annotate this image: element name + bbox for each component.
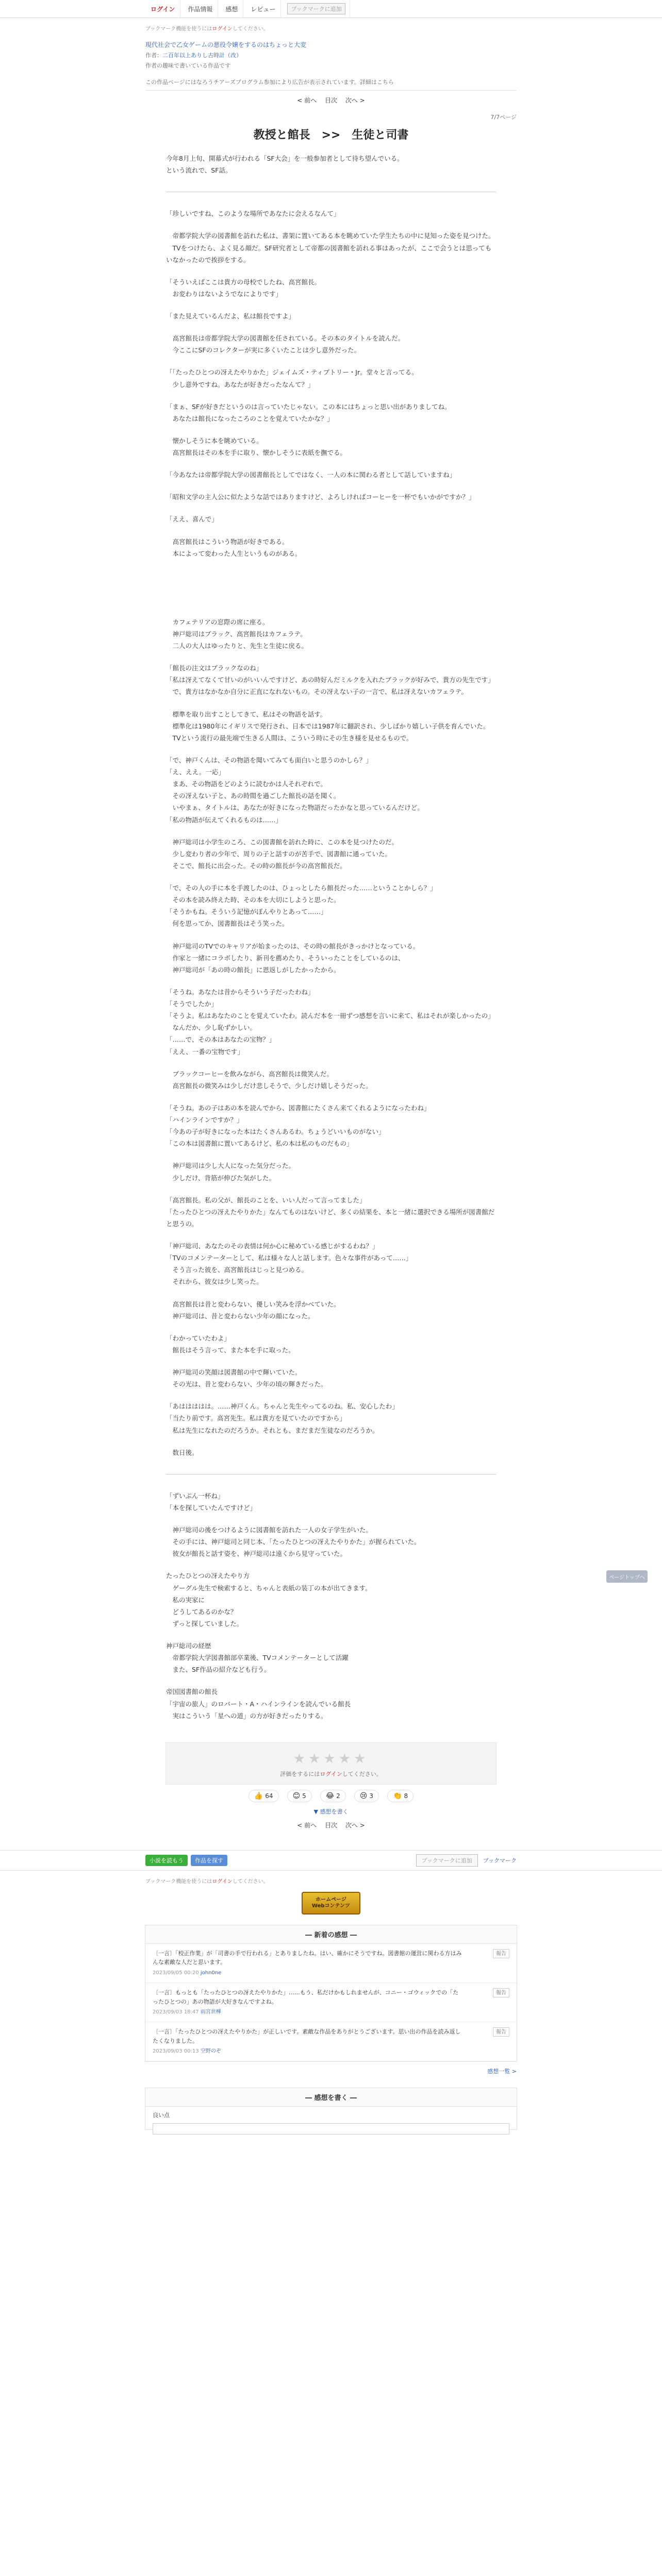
next-link[interactable]: 次へ > [345,97,365,104]
rating-stars[interactable]: ★★★★★ [293,1751,369,1767]
reaction-emoji-icon: 😢 [359,1791,368,1800]
reaction-emoji-icon: 😊 [292,1791,301,1800]
review-date: 2023/09/03 00:13 [153,2048,199,2055]
episode-title: 教授と館長 >> 生徒と司書 [253,129,409,142]
login-link[interactable]: ログイン [145,0,180,18]
body-paragraph: 「で、その人の手に本を手渡したのは、ひょっとしたら館長だった……ということかしら？」 その本を読み終えた時、その本を大切にしようと思った。 「そうかもね。そういう記憶がぼんやりとあって……」 何を思ってか、図書館長はそう笑った。 [166,884,437,928]
review-heading: ― 新着の感想 ― [145,1925,517,1944]
review-meta [153,2008,462,2016]
next-link-bottom[interactable]: 次へ > [345,1821,365,1829]
footer-chip-search[interactable]: 作品を探す [191,1855,227,1866]
review-user-link[interactable]: john0ne [200,1970,222,1976]
write-review-section [145,2088,517,2130]
rating-note-pre: 評価をするには [280,1770,320,1777]
author-line [145,51,517,59]
footer-inner [145,1854,517,1867]
notice-login-link[interactable]: ログイン [212,26,233,32]
body-paragraph: 「館長の注文はブラックなのね」 「私は冴えてなくて甘いのがいいんですけど、あの時好んだミルクを入れたブラックが好みで、貴方の先生です」 で、貴方はなかなか自分に正直になれないもの。その冴えない子の一言で、私は冴えないカフェラテ。 [166,664,494,696]
bookmark-add-label: ブックマークに追加 [287,3,345,14]
write-review-heading: ― 感想を書く ― [145,2088,517,2107]
bookmark-notice [145,24,517,32]
top-nav [0,0,662,18]
body-paragraph: 「昭和文学の主人公に似たような話ではありますけど、よろしければコーヒーを一杯でもいかがですか？」 [166,493,475,501]
body-paragraph: 「今あなたは帝都学院大学の図書館長としてではなく、一人の本に関わる者として話していますね」 [166,471,456,479]
review-item [145,2022,517,2061]
body-paragraph: 高宮館長はこういう物語が好きである。 本によって変わった人生というものがある。 [172,537,302,557]
body-paragraph: 神戸総司は少し大人になった気分だった。 少しだけ、背筋が伸びた気がした。 [172,1162,295,1182]
body-paragraph: 「神戸総司、あなたのその表情は何か心に秘めている感じがするわね？」 「TVのコメンテーターとして、私は様々な人と話します。色々な事件があって……」 そう言った彼を、高宮館長はじっと見つめる。 それから、彼女は少し笑った。 [166,1242,412,1286]
body-paragraph: 「まぁ、SFが好きだというのは言っていたじゃない。この本にはちょっと思い出がありましてね。 あなたは館長になったころのことを覚えていたかな？」 [166,402,451,422]
write-impression-link[interactable]: ▼ 感想を書く [313,1808,349,1815]
work-title-link[interactable] [145,40,517,49]
body-paragraph: 神戸総司の後をつけるように図書館を訪れた一人の女子学生がいた。 その手には、神戸総司と同じ本、「たったひとつの冴えたやりかた」が握られていた。 彼女が館長と話す姿を、神戸総司は遠くから見守っていた。 [172,1526,421,1558]
notice2-text: ブックマーク機能を使うには [145,1878,212,1885]
lower-container [145,1877,517,1914]
body-paragraph: 帝国図書館の館長 「宇宙の旅人」のロバート・A・ハインラインを読んでいる館長 実はこういう「星への道」の方が好きだったりする。 [166,1688,351,1720]
notice-text: ブックマーク機能を使うには [145,26,212,32]
body-paragraph: 今年8月上旬、開幕式が行われる「SF大会」を一般参加者として待ち望んでいる。 という流れで、SF話。 [166,155,404,175]
review-user-link[interactable]: 空野のぞ [200,2048,221,2055]
review-meta [153,1969,462,1977]
rating-login-link[interactable]: ログイン [320,1770,342,1777]
ad-notice: この作品ページにはなろうチアーズプログラム参加により広告が表示されています。詳細はこちら [145,78,517,91]
body-paragraph: 「ええ、喜んで」 [166,515,218,523]
review-body [153,1988,462,2016]
review-more-link[interactable]: 感想一覧 > [487,2068,517,2075]
toc-link-bottom[interactable]: 目次 [324,1821,337,1829]
afterword-divider [166,1474,496,1475]
review-date: 2023/09/03 18:47 [153,2009,199,2015]
review-report-button[interactable]: 報告 [493,1949,509,1958]
reaction-count: 5 [302,1792,306,1800]
reaction-button[interactable] [287,1790,312,1802]
works-link[interactable]: 作品情報 [183,0,218,18]
body-paragraph: 懐かしそうに本を眺めている。 高宮館長はその本を手に取り、懐かしそうに表紙を撫でる。 [172,436,347,456]
bookmark-add-button[interactable] [283,0,350,18]
review-item [145,1944,517,1983]
body-paragraph: 「で、神戸くんは、その物語を聞いてみても面白いと思うのかしら？」 「え、ええ。一応」 まあ、その物語をどのように読むかは人それぞれで。 その冴えない子と、あの時間を過ごした館長の話を聞く。 いやまぁ、タイトルは、あなたが好きになった物語だったかなと思っているんだけど。 「私の物語が伝えてくれるものは……」 [166,756,424,824]
reaction-count: 3 [369,1792,374,1800]
body-paragraph: 神戸総司のTVでのキャリアが始まったのは、その時の館長がきっかけとなっている。 作家と一緒にコラボしたり、新刊を薦めたり、そういったことをしているのは、 神戸総司が「あの時の館長」に恩返しがしたかったから。 [172,942,420,974]
footer-right [416,1854,517,1867]
footer-add-bookmark-button[interactable]: ブックマークに追加 [416,1854,478,1867]
notice2-login-link[interactable]: ログイン [212,1878,233,1885]
body-paragraph: 「あははははは。……神戸くん。ちゃんと先生やってるのね。私、安心したわ」 「当たり前です。高宮先生。私は貴方を見ていたのですから」 私は先生になれたのだろうか。それとも、まだまだ生徒なのだろうか。 [166,1402,399,1434]
write-good-field[interactable] [153,2123,509,2134]
rating-note-post: してください。 [342,1770,382,1777]
review-user-link[interactable]: 雨宮世樺 [200,2009,221,2015]
episode-body [166,152,496,1722]
review-report-button[interactable]: 報告 [493,1988,509,1997]
review-meta [153,2047,462,2056]
reaction-button[interactable] [249,1790,279,1802]
body-paragraph: 「そういえばここは貴方の母校でしたね、高宮館長。 お変わりはないようでなによりです」 [166,278,321,298]
body-paragraph: 「わかっていたわよ」 館長はそう言って、また本を手に取った。 [166,1334,295,1354]
body-paragraph: 神戸総司の笑顔は図書館の中で輝いていた。 その光は、昔と変わらない、少年の頃の輝きだった。 [172,1368,327,1388]
body-paragraph: 「また見えているんだよ、私は館長ですよ」 [166,312,295,320]
review-text: 〔一言〕「たったひとつの冴えたやりかた」が正しいです。素敵な作品をありがとうございます。思い出の作品を読み返したくなりました。 [153,2028,461,2044]
series-line: 作者の趣味で書いている作品です [145,62,230,69]
review-link[interactable]: レビュー [245,0,281,18]
page-top-button[interactable]: ページトップへ [606,1570,648,1583]
reaction-button[interactable] [320,1790,346,1802]
pager-top [145,96,517,105]
reaction-count: 64 [265,1792,273,1800]
prev-link-bottom[interactable]: < 前へ [297,1821,317,1829]
main-container [145,24,517,1829]
body-paragraph: カフェテリアの窓際の席に座る。 神戸総司はブラック、高宮館長はカフェラテ。 二人の大人はゆったりと、先生と生徒に戻る。 [172,618,308,650]
write-good-label: 良い点 [153,2112,170,2119]
author-link[interactable]: 二百年以上ありし古時計（改） [162,52,242,59]
footer-left [145,1855,227,1866]
hp-banner[interactable]: ホームページ Webコンテンツ [302,1892,360,1914]
reaction-count: 8 [404,1792,408,1800]
rating-box [166,1742,496,1785]
reaction-emoji-icon: 😂 [325,1791,335,1800]
body-paragraph: 「高宮館長。私の父が、館長のことを、いい人だって言ってました」 「たったひとつの冴えたやりかた」なんてものはないけど、多くの結果を、本と一緒に選択できる場所が図書館だと思うの。 [166,1196,495,1228]
body-paragraph: 高宮館長は昔と変わらない、優しい笑みを浮かべていた。 神戸総司は、昔と変わらない少年の顔になった。 [172,1300,340,1320]
author-prefix: 作者： [145,52,162,59]
prev-link[interactable]: < 前へ [297,97,317,104]
reactions [166,1790,496,1802]
bookmark-notice-2 [145,1877,517,1885]
review-section [145,1925,517,2062]
reaction-emoji-icon: 👏 [393,1791,402,1800]
body-paragraph: 「珍しいですね、このような場所であなたに会えるなんて」 [166,210,340,218]
reaction-button[interactable] [354,1790,379,1802]
body-paragraph: たったひとつの冴えたやり方 ゲーグル先生で検索すると、ちゃんと表紙の装丁の本が出てきます。 私の実家に どうしてあるのかな？ ずっと探していました。 [166,1572,372,1628]
rating-note [166,1770,496,1778]
reaction-button[interactable] [387,1790,413,1802]
body-paragraph: 高宮館長は帝都学院大学の図書館を任されている。その本のタイトルを読んだ。 今ここにSFのコレクターが実に多くいたことは少し意外だった。 [172,334,405,354]
body-paragraph: 数日後。 [166,1448,198,1456]
footer-bookmark-link[interactable]: ブックマーク [483,1857,517,1864]
review-item [145,1983,517,2022]
body-paragraph: 神戸総司の経歴 帝都学院大学図書館部卒業後、TVコメンテーターとして活躍 また、SF作品の紹介なども行う。 [166,1642,349,1674]
body-paragraph: ブラックコーヒーを飲みながら、高宮館長は微笑んだ。 高宮館長の微笑みは少しだけ悲しそうで、少しだけ嬉しそうだった。 [172,1070,372,1090]
body-paragraph: 「ずいぶん一杯ね」 「本を探していたんですけど」 [166,1492,257,1512]
review-text: 〔一言〕もっとも「たったひとつの冴えたやりかた」……もう、私だけかもしれませんが、コニー・ゴウィックでの「たったひとつの」あの物語が大好きなんですよね。 [153,1989,459,2005]
work-title[interactable]: 現代社会で乙女ゲームの悪役令嬢をするのはちょっと大変 [145,41,307,48]
footer-bar [0,1850,662,1871]
review-body [153,1949,462,1977]
review-list [145,1944,517,2062]
body-paragraph: 神戸総司は小学生のころ、この図書館を訪れた時に、この本を見つけたのだ。 少し変わり者の少年で、周りの子と話すのが苦手で、図書館に通っていた。 そこで、館長に出会った。その時の館長が今の高宮館長だ。 [172,838,399,870]
review-text: 〔一言〕「校正作業」が「司書の手で行われる」とありましたね。はい、確かにそうですね。図書館の運営に関わる方はみんな素敵な人だと思います。 [153,1950,462,1966]
toc-link[interactable]: 目次 [324,97,337,104]
reaction-count: 2 [336,1792,340,1800]
thanks-link[interactable]: 感想 [220,0,243,18]
body-paragraph: 「そうね。あの子はあの本を読んでから、図書館にたくさん来てくれるようになったわね」 「ハインラインですか？」 「今あの子が好きになった本はたくさんあるわ。ちょうどいいものがない」 「この本は図書館に置いてあるけど、私の本は私のものだもの」 [166,1104,431,1148]
pager-bottom [145,1821,517,1829]
body-paragraph: 「そうね。あなたは昔からそういう子だったわね」 「そうでしたか」 「そうよ。私はあなたのことを覚えていたわ。読んだ本を一冊ずつ感想を言いに来て、私はそれが楽しかったの」 なんだか、少し恥ずかしい。 「……で、その本はあなたの宝物？」 「ええ、一番の宝物です」 [166,988,494,1056]
footer-chip-read[interactable]: 小説を読もう [145,1855,188,1866]
review-body [153,2027,462,2056]
body-paragraph: 帝都学院大学の図書館を訪れた私は、書架に置いてある本を眺めていた学生たちの中に見知った姿を見つけた。 TVをつけたら、よく見る顔だ。SF研究者として帝都の図書館を訪れる事はあったが、ここで会うとは思ってもいなかったので挨拶をする。 [166,232,495,264]
notice-text-post: してください。 [232,26,269,32]
review-report-button[interactable]: 報告 [493,2027,509,2037]
body-paragraph: 標準を取り出すことしてきて、私はその物語を話す。 標準化は1980年にイギリスで発行され、日本では1987年に翻訳され、少しばかり嬉しい子供を育んでいた。 TVという流行の最先端で生きる人間は、こういう時にその生き様を見せるもので。 [172,710,490,742]
review-date: 2023/09/05 00:20 [153,1970,199,1976]
reaction-emoji-icon: 👍 [254,1791,263,1800]
episode-number: 7/7ページ [490,114,517,121]
body-paragraph: 「「たったひとつの冴えたやりかた」ジェイムズ・ティプトリー・Jr。堂々と言ってる。 少し意外ですね。あなたが好きだったなんて？」 [166,368,418,388]
notice2-text-post: してください。 [232,1878,269,1885]
